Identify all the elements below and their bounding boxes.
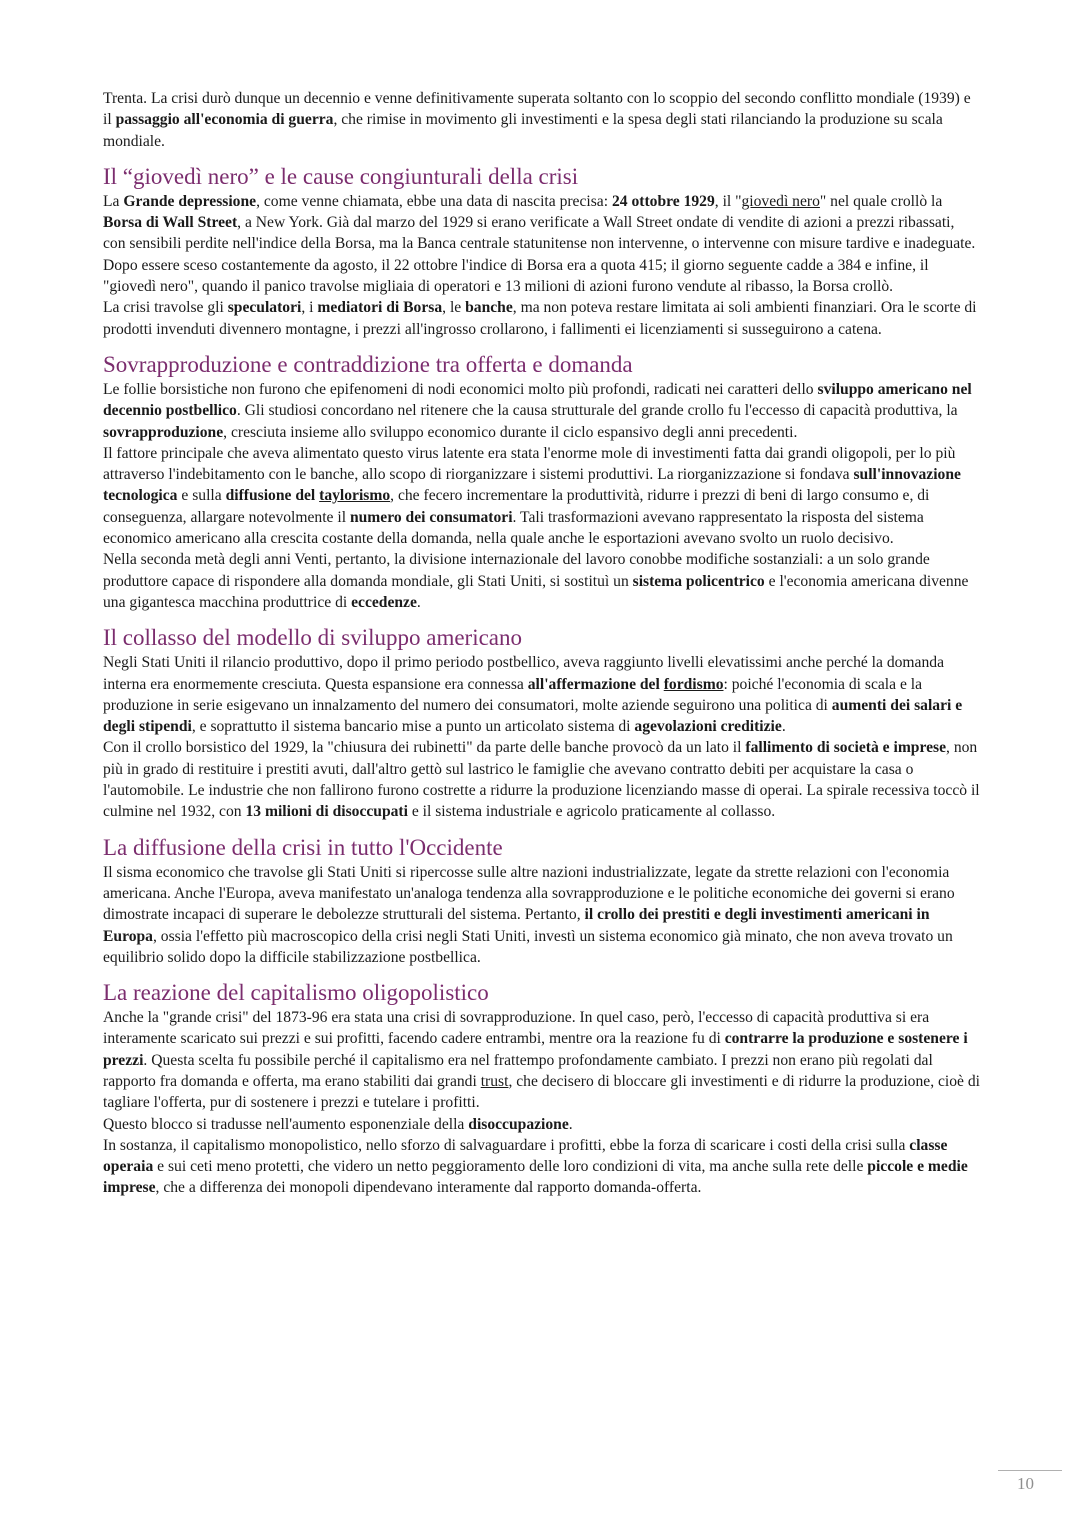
emphasis-text: agevolazioni creditizie [634,718,782,736]
emphasis-text: numero dei consumatori [349,508,513,526]
emphasis-text: speculatori [227,299,302,317]
text-run: , a New York. Già dal marzo del 1929 si erano verificate a Wall Street ondate di vendite di azioni a prezzi ribassati, con sensibili perdite nell'indice della Borsa, ma la Banca centrale statunitense non intervenne, o intervenne con misure tardive e inadeguate. Dopo essere sceso costantemente da agosto, il 22 ottobre l'indice di Borsa era a quota 415; il giorno seguente cadde a 384 e infine, il "giovedì nero", quando il panico travolse migliaia di operatori e 13 milioni di azioni furono vendute al ribasso, la Borsa crollò. [103,214,976,296]
link-trust[interactable]: trust [480,1072,509,1090]
text-run: e sulla [177,487,226,505]
text-run: Anche la "grande crisi" del 1873-96 era stata una crisi di sovrapproduzione. In quel caso, però, l'eccesso di capacità produttiva si era interamente scaricato sui prezzi e sui profitti, facendo cadere entrambi, mentre ora la reazione fu di [103,1009,930,1048]
text-run: " nel quale crollò la [819,192,943,210]
page-number-label: 10 [1017,1474,1034,1493]
section-heading: La reazione del capitalismo oligopolistico [103,980,489,1006]
emphasis-text: sovrapproduzione [103,423,224,441]
emphasis-text: disoccupazione [468,1115,569,1133]
text-run: , che fecero incrementare la produttività, ridurre i prezzi di beni di largo consumo e, di conseguenza, allargare notevolmente il [103,487,930,526]
section-heading: La diffusione della crisi in tutto l'Occidente [103,834,503,860]
section-diffusione-crisi [103,833,980,968]
emphasis-text: 13 milioni di disoccupati [245,803,408,821]
text-run: Il sisma economico che travolse gli Stati Uniti si ripercosse sulle altre nazioni industrializzate, legate da strette relazioni con l'economia americana. Anche l'Europa, aveva manifestato un'analoga tendenza alla sovrapproduzione e le politiche economiche dei governi si erano dimostrate incapaci di superare le debolezze strutturali del sistema. Pertanto, [103,863,955,924]
section-collasso-modello [103,623,980,822]
emphasis-text: sviluppo americano nel decennio postbellico [103,380,972,420]
text-run: Negli Stati Uniti il rilancio produttivo, dopo il primo periodo postbellico, aveva raggiunto livelli elevatissimi anche perché la domanda interna era enormemente cresciuta. Questa espansione era connessa [103,654,944,693]
section-heading: Il “giovedì nero” e le cause congiunturali della crisi [103,163,579,189]
emphasis-text: passaggio all'economia di guerra [115,111,334,129]
emphasis-text: all'affermazione del [527,675,664,693]
text-run: Il fattore principale che aveva alimentato questo virus latente era stata l'enorme mole di investimenti fatta dai grandi oligopoli, per lo più attraverso l'indebitamento con le banche, allo scopo di riorganizzare i sistemi produttivi. La riorganizzazione si fondava [103,444,956,484]
text-run: , non più in grado di restituire i prestiti avuti, dall'altro gettò sul lastrico le famiglie che avevano contratto debiti per acquistare la casa o l'automobile. Le industrie che non fallirono furono costrette a ridurre la produzione licenziando masse di operai. La spirale recessiva toccò il culmine nel 1932, con [103,739,980,821]
text-run: , che a differenza dei monopoli dipendevano interamente dal rapporto domanda-offerta. [155,1179,702,1197]
emphasis-text: mediatori di Borsa [317,299,443,317]
paragraph [103,1114,980,1135]
paragraph [103,652,980,737]
emphasis-text: sistema policentrico [632,572,765,590]
text-run: . Tali trasformazioni avevano rappresentato la risposta del sistema economico americano alla crescita costante della domanda, nella quale anche le esportazioni avevano svolto un ruolo decisivo. [103,508,924,548]
paragraph [103,443,980,549]
emphasis-text: fallimento di società e imprese [745,739,947,757]
emphasis-text: piccole e medie imprese [103,1158,968,1197]
text-run: , ma non poteva restare limitata ai soli ambienti finanziari. Ora le scorte di prodotti invenduti divennero montagne, i prezzi all'ingrosso crollarono, i fallimenti ei licenziamenti si susseguirono a catena. [103,299,977,338]
paragraph [103,297,980,340]
text-run: , ossia l'effetto più macroscopico della crisi negli Stati Uniti, investì un sistema economico già minato, che non aveva trovato un equilibrio solido dopo la difficile stabilizzazione postbellica. [103,927,953,966]
text-run: e sui ceti meno protetti, che videro un netto peggioramento delle loro condizioni di vita, ma anche sulla rete delle [153,1158,868,1176]
intro-paragraph [103,88,980,152]
text-run: e l'economia americana divenne una gigantesca macchina produttrice di [103,572,969,611]
emphasis-text: aumenti dei salari e degli stipendi [103,696,963,736]
emphasis-text: Borsa di Wall Street [103,214,238,232]
emphasis-text: eccedenze [351,593,417,611]
emphasis-text: banche [465,299,513,317]
text-run: . Questa scelta fu possibile perché il capitalismo era nel frattempo profondamente cambiato. I prezzi non erano più regolati dal rapporto fra domanda e offerta, ma erano stabiliti dai grandi [103,1051,933,1090]
text-run: e il sistema industriale e agricolo praticamente al collasso. [407,803,776,821]
paragraph [103,862,980,968]
section-giovedi-nero [103,162,980,340]
text-run: , i [301,299,318,317]
emphasis-text: il crollo dei prestiti e degli investimenti americani in Europa [103,906,930,945]
paragraph [103,379,980,443]
paragraph [103,1007,980,1113]
paragraph [103,737,980,822]
paragraph [103,191,980,297]
text-run: , e soprattutto il sistema bancario mise a punto un articolato sistema di [191,718,635,736]
paragraph [103,1135,980,1199]
link-taylorismo[interactable]: taylorismo [319,487,391,505]
text-run: Con il crollo borsistico del 1929, la "chiusura dei rubinetti" da parte delle banche provocò da un lato il [103,739,746,757]
link-fordismo[interactable]: fordismo [663,675,724,693]
emphasis-text: sull'innovazione tecnologica [103,466,961,505]
link-giovedi-nero[interactable]: giovedì nero [741,192,820,210]
text-run: , come venne chiamata, ebbe una data di nascita precisa: [256,192,612,210]
page-number [998,1470,1062,1494]
text-run: La [103,192,124,210]
section-heading: Il collasso del modello di sviluppo americano [103,625,523,651]
text-run: . Gli studiosi concordano nel ritenere che la causa strutturale del grande crollo fu l'eccesso di capacità produttiva, la [236,402,958,420]
text-run: , che decisero di bloccare gli investimenti e di ridurre la produzione, cioè di tagliare l'offerta, pur di sostenere i prezzi e tutelare i profitti. [103,1072,980,1112]
text-run: In sostanza, il capitalismo monopolistico, nello sforzo di salvaguardare i profitti, ebbe la forza di scaricare i costi della crisi sulla [103,1136,910,1154]
text-run: La crisi travolse gli [103,299,228,317]
text-run: Trenta. La crisi durò dunque un decennio e venne definitivamente superata soltanto con lo scoppio del secondo conflitto mondiale (1939) e il [103,90,971,129]
text-run: Nella seconda metà degli anni Venti, pertanto, la divisione internazionale del lavoro conobbe modifiche sostanziali: a un solo grande produttore capace di rispondere alla domanda mondiale, gli Stati Uniti, si sostituì un [103,551,930,590]
section-heading: Sovrapproduzione e contraddizione tra offerta e domanda [103,351,633,377]
text-run: Questo blocco si tradusse nell'aumento esponenziale della [103,1115,469,1133]
text-run: , il " [714,192,742,210]
text-run: . [781,718,786,736]
emphasis-text: contrarre la produzione e sostenere i prezzi [103,1030,968,1069]
text-run: Le follie borsistiche non furono che epifenomeni di nodi economici molto più profondi, radicati nei caratteri dello [103,380,818,398]
text-run: , che rimise in movimento gli investimenti e la spesa degli stati rilanciando la produzione su scala mondiale. [103,111,943,150]
section-reazione-capitalismo [103,978,980,1199]
text-run: : poiché l'economia di scala e la produzione in serie esigevano un innalzamento del numero dei consumatori, molte aziende seguirono una politica di [103,675,923,714]
document-page [103,88,980,1199]
text-run: , le [442,299,466,317]
emphasis-text: classe operaia [103,1136,948,1176]
text-run: . [568,1115,573,1133]
emphasis-text: 24 ottobre 1929 [611,192,715,210]
emphasis-text: Grande depressione [123,192,257,210]
section-sovrapproduzione [103,350,980,613]
text-run: . [416,593,421,611]
paragraph [103,549,980,613]
text-run: , cresciuta insieme allo sviluppo economico durante il ciclo espansivo degli anni precedenti. [223,423,798,441]
emphasis-text: diffusione del [225,487,320,505]
